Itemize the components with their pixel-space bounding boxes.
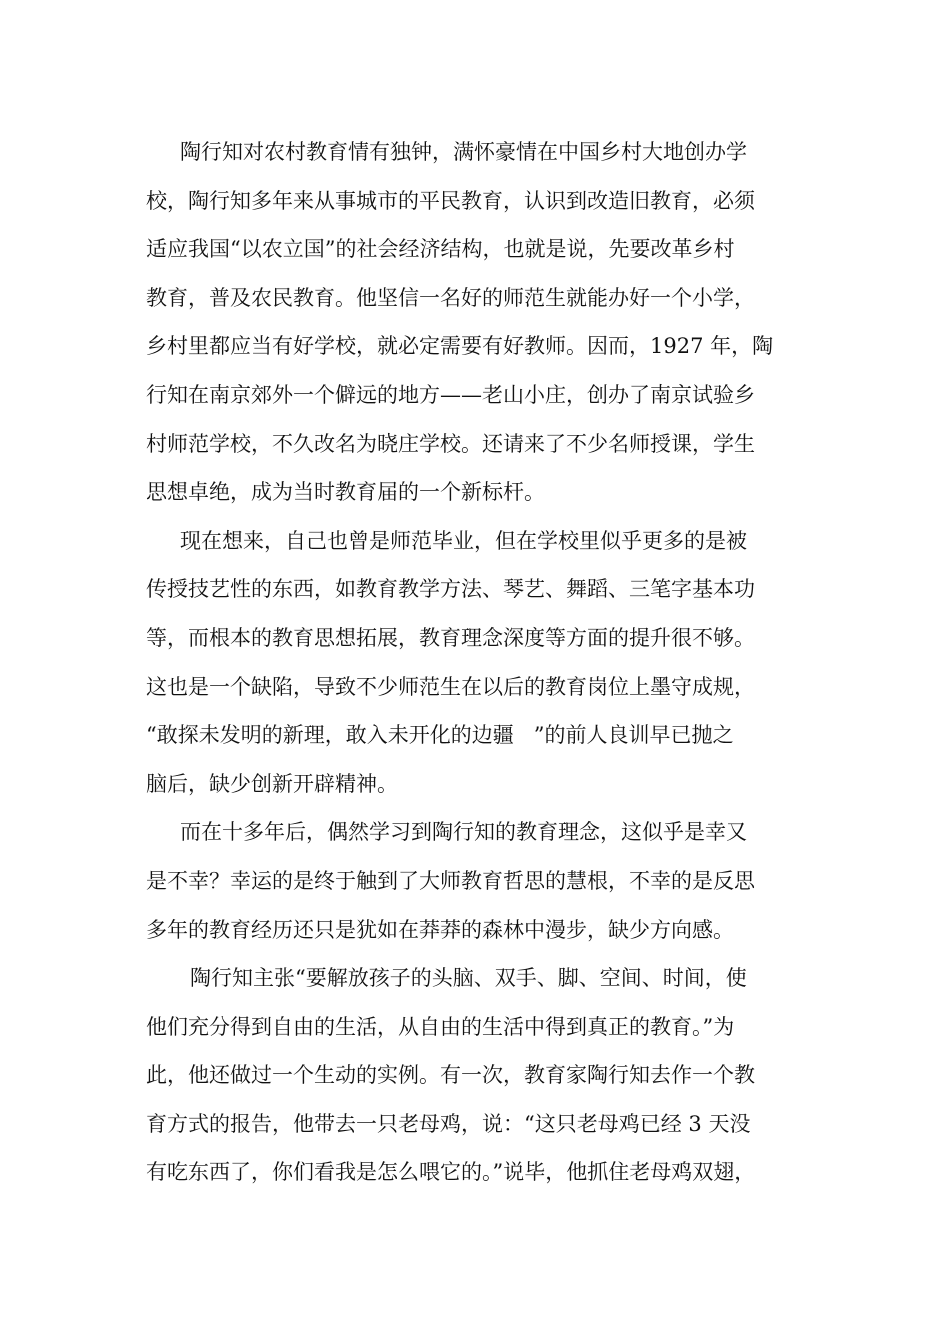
text-line: 教育，普及农民教育。他坚信一名好的师范生就能办好一个小学， (146, 285, 755, 310)
text-line: 多年的教育经历还只是犹如在莽莽的森林中漫步，缺少方向感。 (146, 917, 734, 942)
text-line: 是不幸？幸运的是终于触到了大师教育哲思的慧根，不幸的是反思 (146, 868, 755, 893)
text-line: 传授技艺性的东西，如教育教学方法、琴艺、舞蹈、三笔字基本功 (146, 577, 755, 602)
text-line: 乡村里都应当有好学校，就必定需要有好教师。因而，1927 年，陶 (146, 334, 774, 359)
text-line: 此，他还做过一个生动的实例。有一次，教育家陶行知去作一个教 (146, 1063, 755, 1088)
text-line: 等，而根本的教育思想拓展，教育理念深度等方面的提升很不够。 (146, 625, 755, 650)
paragraph-2 (146, 517, 826, 809)
text-line: 适应我国“以农立国”的社会经济结构，也就是说，先要改革乡村 (146, 237, 735, 262)
paragraph-4 (146, 954, 826, 1197)
text-line: 校，陶行知多年来从事城市的平民教育，认识到改造旧教育，必须 (146, 188, 755, 213)
text-line: 而在十多年后，偶然学习到陶行知的教育理念，这似乎是幸又 (180, 820, 747, 845)
text-line: 现在想来，自己也曾是师范毕业，但在学校里似乎更多的是被 (180, 528, 747, 553)
document-body (146, 128, 826, 1197)
text-line: 陶行知主张“要解放孩子的头脑、双手、脚、空间、时间，使 (190, 966, 747, 991)
text-line: 村师范学校，不久改名为晓庄学校。还请来了不少名师授课，学生 (146, 431, 755, 456)
text-line: 脑后，缺少创新开辟精神。 (146, 771, 398, 796)
text-line: “敢探未发明的新理，敢入未开化的边疆 ”的前人良训早已抛之 (146, 723, 734, 748)
paragraph-3 (146, 808, 826, 954)
text-line: 这也是一个缺陷，导致不少师范生在以后的教育岗位上墨守成规， (146, 674, 755, 699)
text-line: 行知在南京郊外一个僻远的地方——老山小庄，创办了南京试验乡 (146, 382, 755, 407)
text-line: 陶行知对农村教育情有独钟，满怀豪情在中国乡村大地创办学 (180, 140, 747, 164)
text-line: 有吃东西了，你们看我是怎么喂它的。”说毕，他抓住老母鸡双翅， (146, 1160, 756, 1185)
paragraph-1 (146, 128, 826, 517)
text-line: 他们充分得到自由的生活，从自由的生活中得到真正的教育。”为 (146, 1014, 735, 1039)
text-line: 思想卓绝，成为当时教育届的一个新标杆。 (146, 480, 545, 505)
text-line: 育方式的报告，他带去一只老母鸡，说：“这只老母鸡已经 3 天没 (146, 1111, 751, 1136)
